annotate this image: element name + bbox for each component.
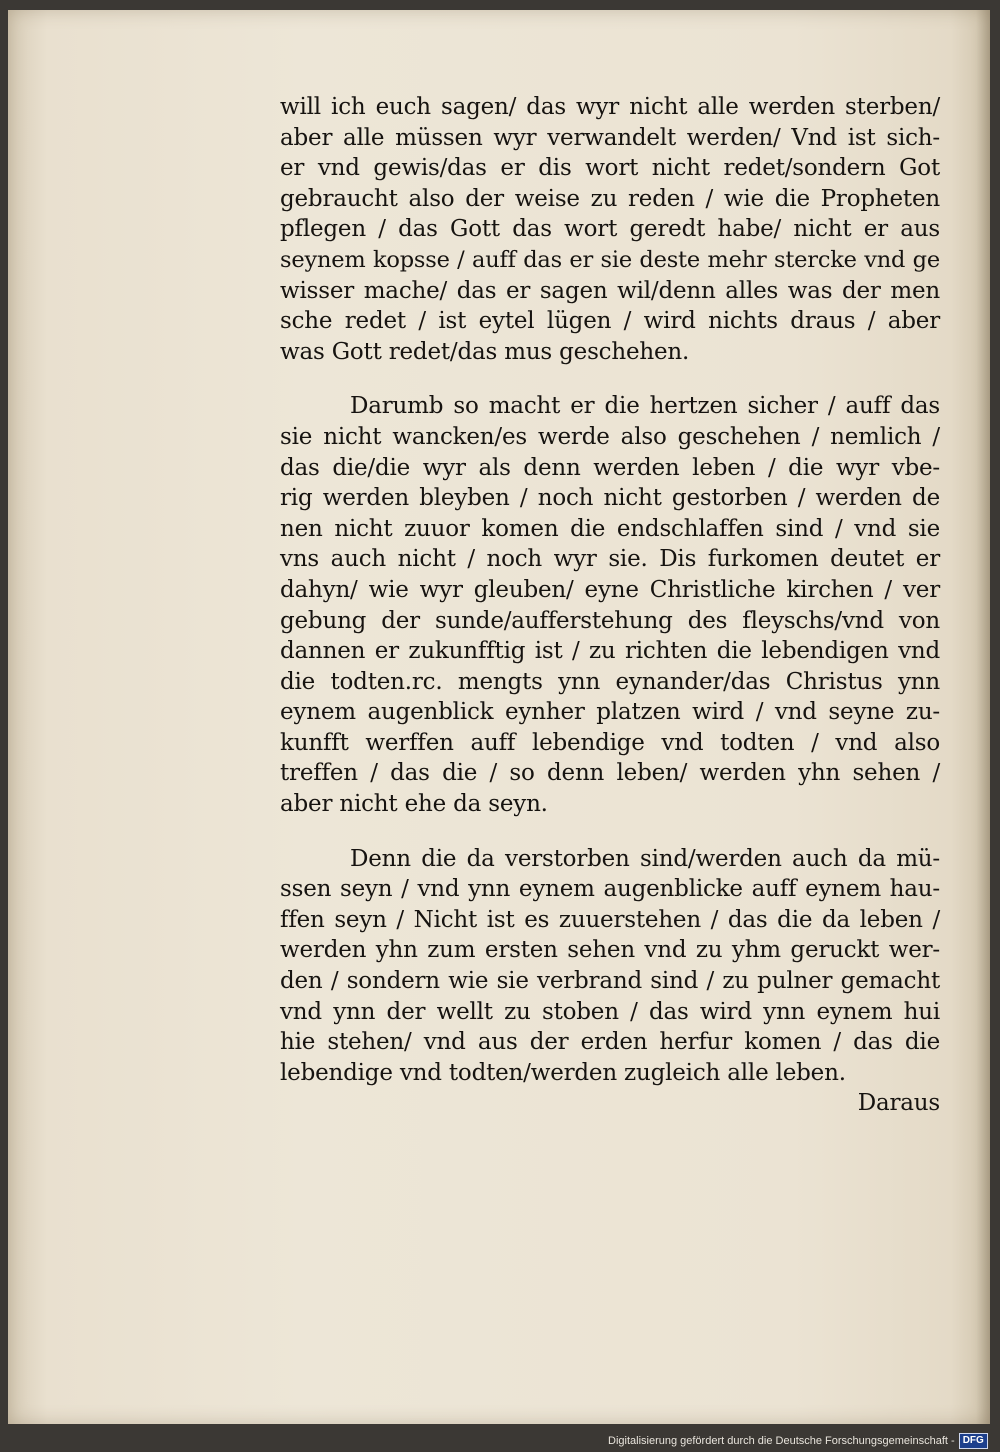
text-line: dahyn/ wie wyr gleuben/ eyne Christliche kirchen / ver — [280, 576, 940, 603]
text-line: Denn die da verstorben sind/werden auch da mü- — [350, 845, 940, 872]
text-line: eynem augenblick eynher platzen wird / vnd seyne zu- — [280, 699, 940, 726]
text-line: treffen / das die / so denn leben/ werden yhn sehen / — [280, 760, 940, 787]
text-line: pflegen / das Gott das wort geredt habe/ nicht er aus — [280, 216, 940, 243]
page-text — [280, 92, 940, 1119]
text-line: nen nicht zuuor komen die endschlaffen sind / vnd sie — [280, 515, 940, 542]
page-edge-shadow — [976, 10, 990, 1424]
text-line: ffen seyn / Nicht ist es zuuerstehen / das die da leben / — [280, 906, 940, 933]
text-line: kunfft werffen auff lebendige vnd todten / vnd also — [280, 729, 940, 756]
text-line: vns auch nicht / noch wyr sie. Dis furkomen deutet er — [280, 546, 940, 573]
text-line: die todten.rc. mengts ynn eynander/das Christus ynn — [280, 668, 940, 695]
text-line: rig werden bleyben / noch nicht gestorben / werden de — [280, 485, 940, 512]
dfg-logo: DFG — [959, 1433, 988, 1449]
text-line: aber nicht ehe da seyn. — [280, 791, 548, 818]
text-line: das die/die wyr als denn werden leben / die wyr vbe- — [280, 454, 940, 481]
text-line: hie stehen/ vnd aus der erden herfur komen / das die — [280, 1029, 940, 1056]
catchword: Daraus — [857, 1090, 940, 1117]
text-line: gebraucht also der weise zu reden / wie die Propheten — [280, 185, 940, 212]
paragraph-2 — [280, 391, 940, 819]
text-line: sche redet / ist eytel lügen / wird nichts draus / aber — [280, 308, 940, 335]
text-line: aber alle müssen wyr verwandelt werden/ Vnd ist sich- — [280, 124, 940, 151]
digitization-credit — [608, 1432, 988, 1450]
book-page — [8, 10, 990, 1424]
text-line: vnd ynn der wellt zu stoben / das wird ynn eynem hui — [280, 998, 940, 1025]
text-line: lebendige vnd todten/werden zugleich alle leben. — [280, 1059, 846, 1086]
paragraph-gap — [280, 367, 940, 391]
paragraph-1 — [280, 92, 940, 367]
text-line: was Gott redet/das mus geschehen. — [280, 338, 690, 365]
text-line: gebung der sunde/aufferstehung des fleyschs/vnd von — [280, 607, 940, 634]
text-line: wisser mache/ das er sagen wil/denn alles was der men — [280, 277, 940, 304]
text-line: seynem kopsse / auff das er sie deste mehr stercke vnd ge — [280, 246, 940, 273]
text-line: den / sondern wie sie verbrand sind / zu pulner gemacht — [280, 968, 940, 995]
text-line: werden yhn zum ersten sehen vnd zu yhm geruckt wer- — [280, 937, 940, 964]
text-line: ssen seyn / vnd ynn eynem augenblicke auff eynem hau- — [280, 876, 940, 903]
text-line: dannen er zukunfftig ist / zu richten die lebendigen vnd — [280, 638, 940, 665]
text-line: Darumb so macht er die hertzen sicher / auff das — [350, 393, 940, 420]
text-line: sie nicht wancken/es werde also geschehen / nemlich / — [280, 423, 940, 450]
credit-text: Digitalisierung gefördert durch die Deutsche Forschungsgemeinschaft - — [608, 1435, 955, 1447]
text-line: er vnd gewis/das er dis wort nicht redet/sondern Got — [280, 155, 940, 182]
text-line: will ich euch sagen/ das wyr nicht alle werden sterben/ — [280, 94, 940, 120]
paragraph-3 — [280, 844, 940, 1089]
paragraph-gap — [280, 820, 940, 844]
